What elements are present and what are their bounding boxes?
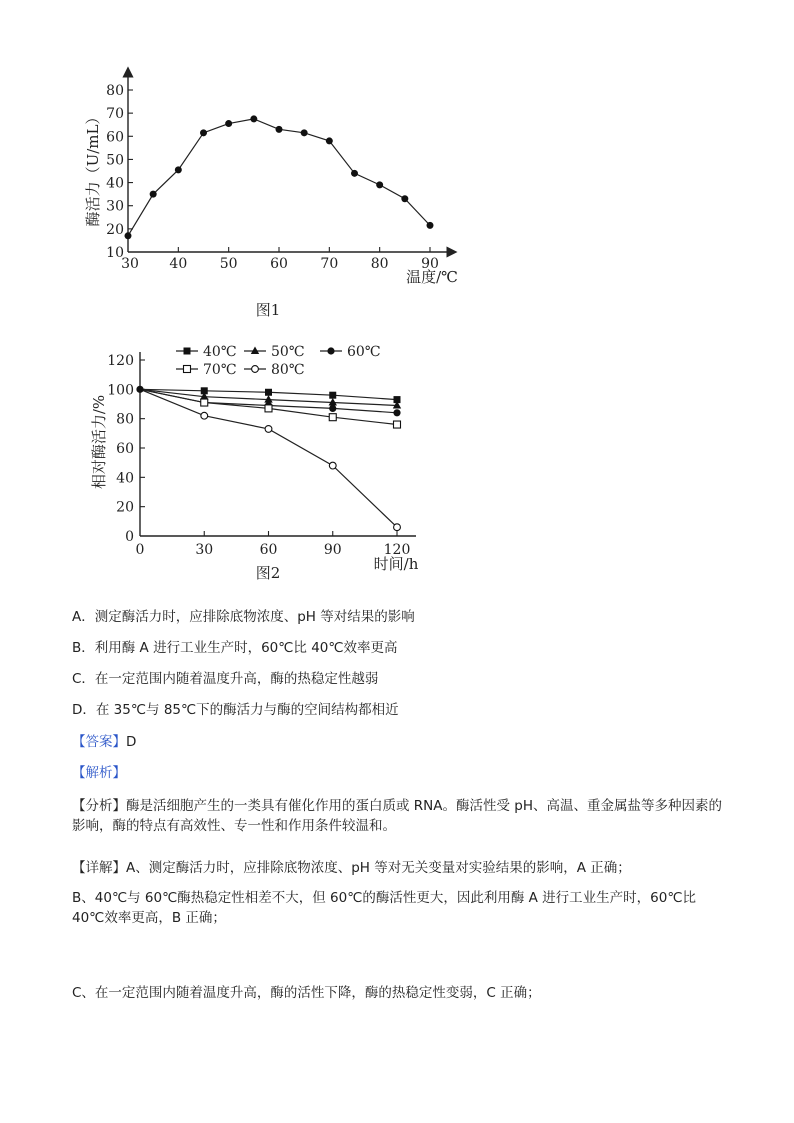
x-tick-label: 0 bbox=[135, 542, 145, 558]
x-axis-label: 温度/℃ bbox=[406, 268, 458, 286]
legend-item bbox=[176, 362, 236, 378]
answer-tag: 【答案】 bbox=[72, 734, 126, 750]
data-point bbox=[264, 395, 272, 403]
y-tick-label: 60 bbox=[116, 441, 134, 457]
data-point bbox=[265, 426, 272, 433]
legend-marker bbox=[184, 366, 191, 373]
y-tick-label: 70 bbox=[106, 106, 124, 123]
x-tick-label: 70 bbox=[320, 256, 339, 272]
legend-label: 80℃ bbox=[271, 362, 305, 378]
data-point bbox=[201, 412, 208, 419]
x-tick-label: 30 bbox=[195, 542, 214, 558]
y-tick-label: 60 bbox=[106, 129, 124, 146]
analysis-heading bbox=[72, 763, 126, 783]
y-axis-label: 相对酶活力/% bbox=[90, 394, 108, 490]
analysis-text: 酶是活细胞产生的一类具有催化作用的蛋白质或 RNA。酶活性受 pH、高温、重金属盐等多种因素的影响，酶的特点有高效性、专一性和作用条件较温和。 bbox=[72, 798, 723, 834]
legend-label: 60℃ bbox=[347, 344, 381, 360]
data-point bbox=[329, 414, 336, 421]
x-axis-label: 时间/h bbox=[373, 555, 419, 573]
y-tick-label: 50 bbox=[106, 152, 124, 169]
y-tick-label: 10 bbox=[106, 245, 124, 261]
y-tick-label: 20 bbox=[116, 499, 134, 516]
option-a: A．测定酶活力时，应排除底物浓度、pH 等对结果的影响 bbox=[72, 609, 415, 625]
legend-item bbox=[320, 344, 380, 360]
legend-marker bbox=[184, 348, 191, 355]
figure-2-caption: 图2 bbox=[255, 564, 281, 582]
y-axis-label: 酶活力（U/mL） bbox=[84, 109, 102, 227]
x-tick-label: 40 bbox=[169, 256, 188, 272]
option-d: D．在 35℃与 85℃下的酶活力与酶的空间结构都相近 bbox=[72, 702, 399, 718]
analysis-tag: 【分析】 bbox=[72, 798, 126, 814]
x-tick-label: 30 bbox=[121, 256, 139, 272]
y-tick-label: 0 bbox=[125, 529, 134, 545]
detail-tag: 【详解】 bbox=[72, 860, 126, 876]
y-tick-label: 40 bbox=[116, 470, 134, 487]
x-tick-label: 60 bbox=[259, 542, 278, 558]
data-point bbox=[201, 399, 208, 406]
detail-b: B、40℃与 60℃酶热稳定性相差不大，但 60℃的酶活性更大，因此利用酶 A 进行工业生产时，60℃比 40℃效率更高，B 正确； bbox=[72, 890, 697, 926]
y-tick-label: 20 bbox=[106, 221, 124, 238]
option-b: B．利用酶 A 进行工业生产时，60℃比 40℃效率更高 bbox=[72, 640, 398, 656]
data-point bbox=[329, 398, 337, 406]
answer-line bbox=[72, 732, 136, 752]
legend-marker bbox=[252, 366, 259, 373]
legend-marker bbox=[251, 347, 259, 355]
legend-label: 40℃ bbox=[203, 344, 237, 360]
data-point bbox=[329, 405, 336, 412]
x-tick-label: 60 bbox=[270, 256, 288, 272]
x-tick-label: 80 bbox=[370, 256, 389, 272]
legend-item bbox=[244, 344, 304, 360]
data-point bbox=[394, 524, 401, 531]
analysis-heading-tag: 【解析】 bbox=[72, 765, 126, 781]
y-tick-label: 120 bbox=[107, 353, 134, 369]
analysis-paragraph bbox=[72, 796, 732, 836]
detail-a-text: A、测定酶活力时，应排除底物浓度、pH 等对无关变量对实验结果的影响，A 正确； bbox=[126, 860, 631, 876]
x-tick-label: 50 bbox=[219, 256, 238, 272]
data-point bbox=[394, 421, 401, 428]
y-tick-label: 80 bbox=[106, 83, 124, 99]
legend-item bbox=[176, 344, 236, 360]
data-point bbox=[265, 405, 272, 412]
legend-item bbox=[244, 362, 304, 378]
y-tick-label: 80 bbox=[116, 411, 134, 428]
data-point bbox=[265, 389, 272, 396]
detail-c: C、在一定范围内随着温度升高，酶的活性下降，酶的热稳定性变弱，C 正确； bbox=[72, 985, 541, 1001]
y-tick-label: 40 bbox=[106, 175, 124, 192]
data-point-origin bbox=[136, 386, 143, 393]
x-tick-label: 90 bbox=[421, 256, 439, 272]
figure-1-caption: 图1 bbox=[255, 301, 281, 319]
data-point bbox=[329, 392, 336, 399]
answer-value: D bbox=[126, 734, 137, 750]
data-point bbox=[393, 409, 400, 416]
x-tick-label: 90 bbox=[323, 542, 342, 558]
detail-a bbox=[72, 858, 631, 878]
x-tick-label: 120 bbox=[383, 542, 411, 558]
option-c: C．在一定范围内随着温度升高，酶的热稳定性越弱 bbox=[72, 671, 379, 687]
legend-marker bbox=[327, 347, 334, 354]
legend-label: 50℃ bbox=[271, 344, 305, 360]
y-tick-label: 30 bbox=[106, 198, 124, 215]
data-point bbox=[329, 462, 336, 469]
y-tick-label: 100 bbox=[107, 382, 134, 399]
legend-label: 70℃ bbox=[203, 362, 237, 378]
